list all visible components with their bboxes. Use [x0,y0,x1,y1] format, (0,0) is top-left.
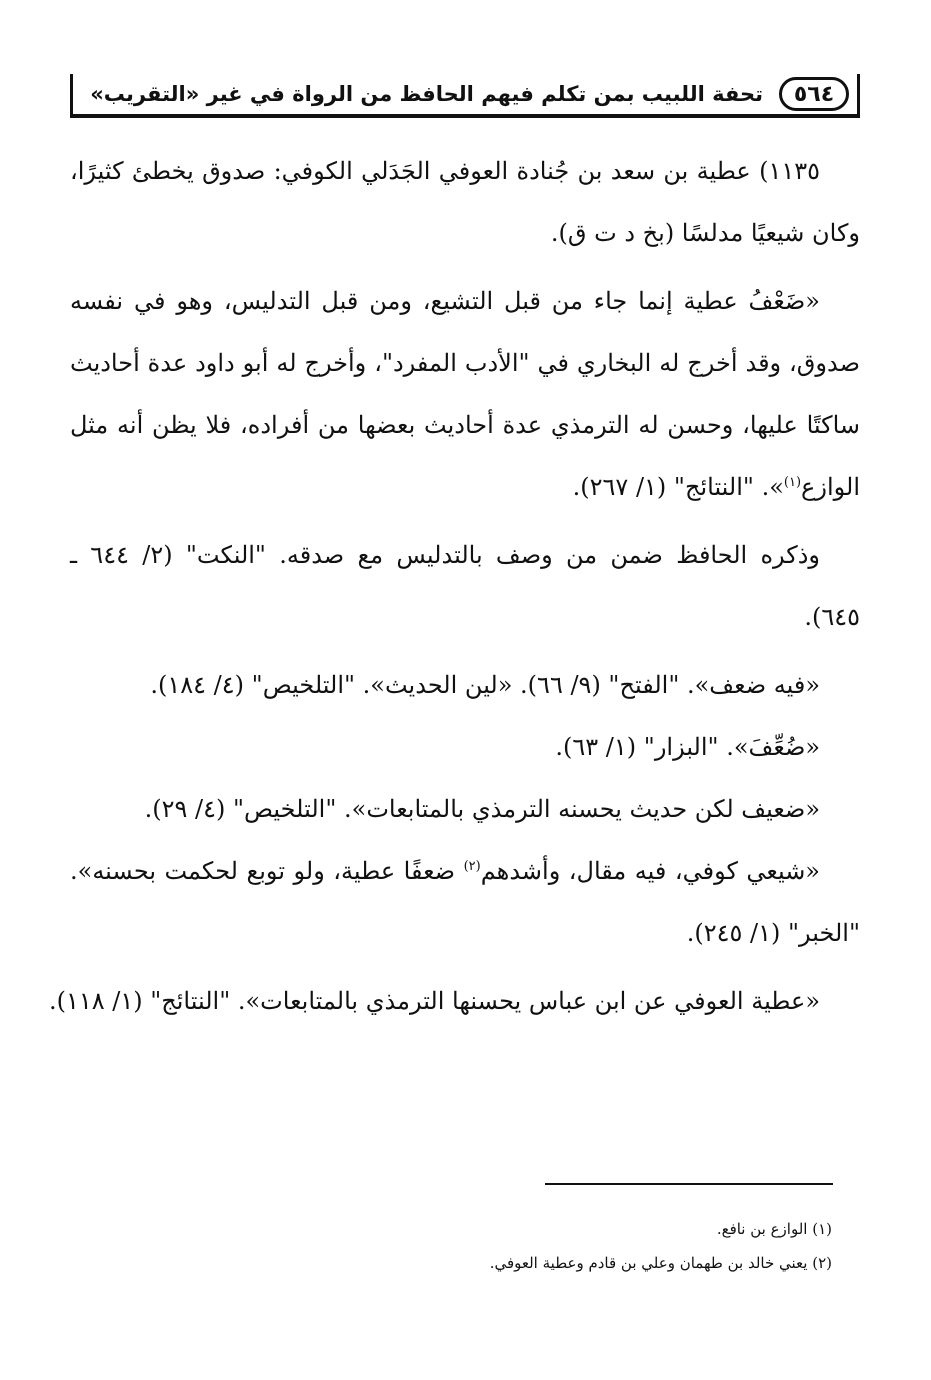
footnotes [70,1212,832,1280]
khabar-text: «شيعي كوفي، فيه مقال، وأشدهم [480,857,820,885]
footnote-divider [545,1183,833,1185]
talkhis-line: «ضعيف لكن حديث يحسنه الترمذي بالمتابعات». "التلخيص" (٤/ ٢٩). [144,795,820,823]
nataij-line: «عطية العوفي عن ابن عباس يحسنها الترمذي بالمتابعات». "النتائج" (١/ ١١٨). [48,987,820,1015]
khabar-paragraph [70,840,860,964]
page-number-badge: ٥٦٤ [779,77,849,111]
khabar-source: ضعفًا عطية، ولو توبع لحكمت بحسنه». "الخبر" (١/ ٢٤٥). [70,857,860,947]
running-title: تحفة اللبيب بمن تكلم فيهم الحافظ من الرواة في غير «التقريب» [90,82,763,106]
quote-text: «ضَعْفُ عطية إنما جاء من قبل التشيع، ومن قبل التدليس، وهو في نفسه صدوق، وقد أخرج له البخاري في "الأدب المفرد"، وأخرج له أبو داود عدة أحاديث ساكتًا عليها، وحسن له الترمذي عدة أحاديث بعضها من أفراده، فلا يظن أنه مثل الوازع [70,287,860,501]
page-header [70,74,860,118]
page-body [48,140,860,1032]
entry-heading-paragraph: ١١٣٥) عطية بن سعد بن جُنادة العوفي الجَدَلي الكوفي: صدوق يخطئ كثيرًا، وكان شيعيًا مدلسًا (بخ د ت ق). [70,157,860,247]
footnote-1: (١) الوازع بن نافع. [716,1220,832,1238]
footnote-2: (٢) يعني خالد بن طهمان وعلي بن قادم وعطية العوفي. [489,1254,832,1272]
nukat-paragraph: وذكره الحافظ ضمن من وصف بالتدليس مع صدقه. "النكت" (٢/ ٦٤٤ ـ ٦٤٥). [70,541,860,631]
footnote-marker-1[interactable]: (١) [783,475,802,490]
quote-paragraph-1 [70,270,860,518]
bazzar-line: «ضُعِّفَ». "البزار" (١/ ٦٣). [555,733,820,761]
quote-source: ». "النتائج" (١/ ٢٦٧). [572,473,784,501]
fath-line: «فيه ضعف». "الفتح" (٩/ ٦٦). «لين الحديث». "التلخيص" (٤/ ١٨٤). [150,671,820,699]
footnote-marker-2[interactable]: (٢) [463,859,481,874]
